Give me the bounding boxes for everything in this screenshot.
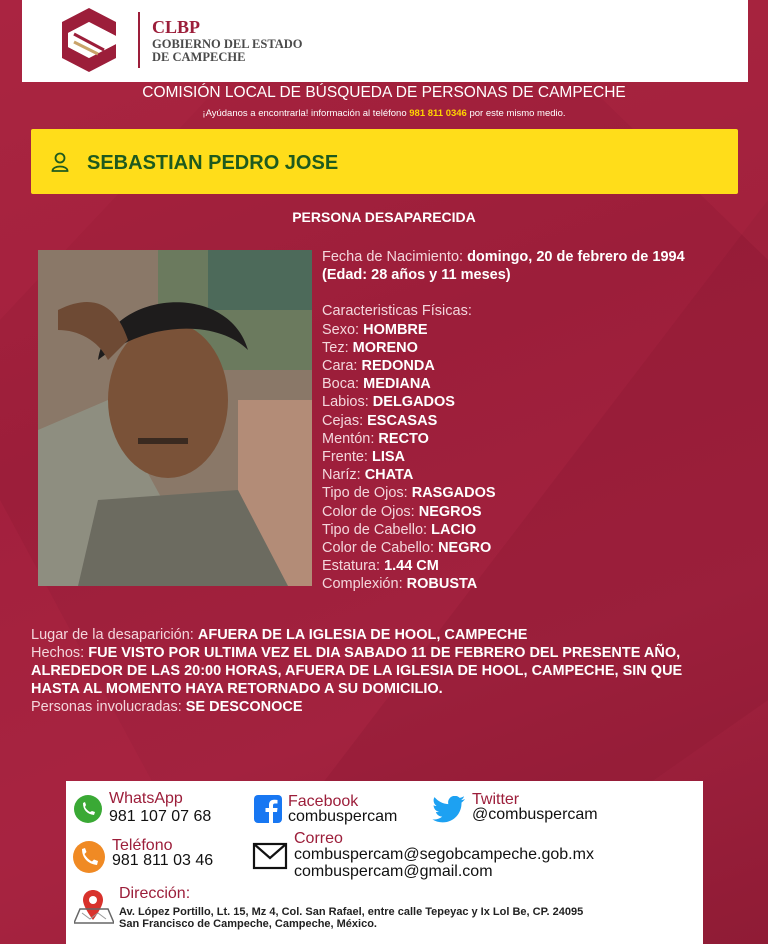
facts-label: Hechos: [31, 645, 89, 661]
email-address-2[interactable]: combuspercam@gmail.com [294, 863, 493, 880]
facts-row [31, 644, 721, 698]
trait-label: Tipo de Cabello: [322, 521, 432, 538]
trait-value: 1.44 CM [384, 558, 439, 575]
twitter-handle[interactable]: @combuspercam [472, 806, 598, 823]
header [22, 0, 748, 82]
facts-value: FUE VISTO POR ULTIMA VEZ EL DIA SABADO 11 DE FEBRERO DEL PRESENTE AÑO, ALREDEDOR DE LAS 20:00 HORAS, AFUERA DE LA IGLESIA DE HOOL, CAMPECHE, SIN QUE HASTA AL MOMENTO HAYA RETORNADO A SU DOMICILIO. [31, 645, 683, 697]
involved-row [31, 698, 721, 716]
trait-row [322, 521, 712, 539]
birth-row [322, 248, 712, 284]
trait-label: Mentón: [322, 430, 379, 447]
trait-value: MEDIANA [363, 376, 431, 393]
trait-label: Sexo: [322, 321, 364, 338]
trait-row [322, 430, 712, 448]
disappearance-facts [31, 626, 721, 716]
email-icon [252, 842, 288, 870]
trait-value: MORENO [352, 339, 418, 356]
trait-label: Estatura: [322, 558, 385, 575]
trait-label: Boca: [322, 376, 364, 393]
map-icon [74, 905, 114, 925]
person-photo-image [38, 250, 312, 586]
trait-value: LACIO [431, 521, 477, 538]
trait-value: ROBUSTA [406, 576, 478, 593]
org-name [152, 38, 303, 64]
help-phone: 981 811 0346 [409, 108, 467, 119]
address-line-1: Av. López Portillo, Lt. 15, Mz 4, Col. San Rafael, entre calle Tepeyac y Ix Lol Be, CP. 24095 [119, 906, 584, 918]
trait-row [322, 448, 712, 466]
place-label: Lugar de la desaparición: [31, 627, 198, 643]
trait-value: RASGADOS [411, 485, 496, 502]
trait-row [322, 484, 712, 502]
email-label: Correo [294, 830, 343, 847]
commission-title: COMISIÓN LOCAL DE BÚSQUEDA DE PERSONAS DE CAMPECHE [142, 84, 626, 101]
twitter-icon [432, 796, 466, 824]
trait-label: Frente: [322, 449, 372, 466]
trait-value: REDONDA [361, 358, 435, 375]
trait-label: Cara: [322, 358, 362, 375]
trait-row [322, 557, 712, 575]
traits-title: Caracteristicas Físicas: [322, 303, 472, 320]
facebook-handle[interactable]: combuspercam [288, 808, 398, 825]
org-acronym: CLBP [152, 17, 201, 37]
trait-label: Cejas: [322, 412, 368, 429]
trait-label: Tipo de Ojos: [322, 485, 412, 502]
involved-value: SE DESCONOCE [185, 699, 303, 715]
name-bar [31, 129, 738, 194]
email-address-1[interactable]: combuspercam@segobcampeche.gob.mx [294, 846, 594, 863]
trait-label: Naríz: [322, 467, 365, 484]
trait-value: HOMBRE [363, 321, 428, 338]
twitter-label: Twitter [472, 791, 520, 808]
trait-value: RECTO [378, 430, 429, 447]
trait-label: Tez: [322, 339, 353, 356]
status-title: PERSONA DESAPARECIDA [292, 209, 476, 225]
whatsapp-icon [73, 794, 103, 824]
place-value: AFUERA DE LA IGLESIA DE HOOL, CAMPECHE [197, 627, 528, 643]
address [119, 906, 583, 930]
trait-label: Color de Cabello: [322, 540, 439, 557]
person-photo [38, 250, 312, 586]
trait-value: ESCASAS [367, 412, 438, 429]
trait-row [322, 339, 712, 357]
help-text-before: ¡Ayúdanos a encontrarla! información al teléfono [202, 108, 410, 119]
whatsapp-number[interactable]: 981 107 07 68 [109, 808, 212, 825]
trait-value: NEGROS [418, 503, 482, 520]
trait-value: LISA [371, 449, 405, 466]
trait-value: DELGADOS [372, 394, 455, 411]
facebook-icon [254, 795, 282, 823]
birth-label: Fecha de Nacimiento: [322, 249, 468, 265]
person-name: SEBASTIAN PEDRO JOSE [87, 152, 339, 174]
trait-row [322, 412, 712, 430]
help-line [0, 108, 768, 119]
trait-label: Complexión: [322, 576, 407, 593]
trait-value: CHATA [364, 467, 414, 484]
phone-number[interactable]: 981 811 03 46 [112, 852, 214, 869]
trait-row [322, 357, 712, 375]
trait-label: Color de Ojos: [322, 503, 419, 520]
trait-row [322, 375, 712, 393]
trait-row [322, 575, 712, 593]
clbp-logo-icon [54, 6, 124, 74]
address-label: Dirección: [119, 885, 191, 902]
header-divider [138, 12, 140, 68]
person-info [322, 248, 712, 594]
place-row [31, 626, 721, 644]
address-line-2: San Francisco de Campeche, Campeche, México. [119, 918, 377, 930]
contact-panel [66, 781, 703, 944]
involved-label: Personas involucradas: [31, 699, 186, 715]
org-line-2: DE CAMPECHE [152, 50, 246, 64]
help-text-after: por este mismo medio. [466, 108, 566, 119]
trait-row [322, 321, 712, 339]
trait-row [322, 503, 712, 521]
phone-icon [72, 840, 106, 874]
trait-value: NEGRO [438, 540, 492, 557]
user-icon [51, 152, 69, 172]
trait-row [322, 466, 712, 484]
trait-row [322, 539, 712, 557]
whatsapp-label: WhatsApp [109, 790, 183, 807]
phone-label: Teléfono [112, 837, 173, 854]
birth-value: domingo, 20 de febrero de 1994 (Edad: 28 años y 11 meses) [322, 249, 685, 284]
org-line-1: GOBIERNO DEL ESTADO [152, 37, 303, 51]
trait-label: Labios: [322, 394, 373, 411]
trait-row [322, 393, 712, 411]
facebook-label: Facebook [288, 793, 359, 810]
